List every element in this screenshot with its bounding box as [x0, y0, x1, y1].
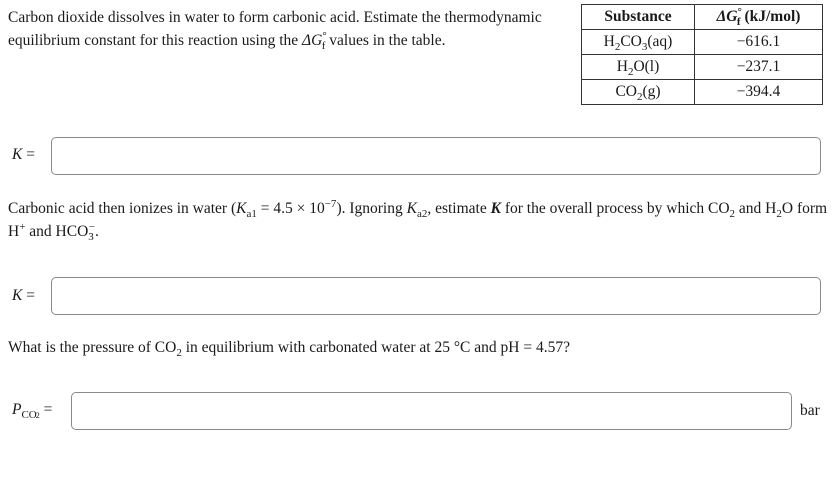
- delta-g-cell: −394.4: [695, 80, 823, 105]
- delta-g-cell: −237.1: [695, 55, 823, 80]
- unit-bar-label: bar: [800, 402, 820, 419]
- pco2-label: $P_{CO2}$ =: [12, 401, 53, 422]
- pco2-input[interactable]: [72, 393, 791, 429]
- table-body: [582, 30, 823, 105]
- delta-g-cell: −616.1: [695, 30, 823, 55]
- k-label-1: K =: [12, 146, 35, 163]
- k-answer-field-2[interactable]: [51, 277, 821, 315]
- question-2-text: Carbonic acid then ionizes in water $(K_{a1} = 4.5 \times 10^{-7})$. Ignoring $K_{a2}$, estimate K for the overall process by which $CO_2$ and $H_2O$ form H+ and $HCO_3^-$.: [8, 197, 828, 244]
- delta-g-symbol: ΔG: [302, 32, 323, 49]
- question-3-text: What is the pressure of $CO_2$ in equilibrium with carbonated water at 25 °C and pH = 4.57?: [8, 339, 570, 360]
- table-row: [582, 55, 823, 80]
- substance-cell: $H_2O(l)$: [582, 55, 695, 80]
- table-row: [582, 80, 823, 105]
- substance-cell: $H_2CO_3(aq)$: [582, 30, 695, 55]
- k-label-2: K =: [12, 287, 35, 304]
- k-input-1[interactable]: [52, 138, 820, 174]
- header-delta-g: $\Delta G^\circ_f$ (kJ/mol): [695, 5, 823, 30]
- k-input-2[interactable]: [52, 278, 820, 314]
- table-row: [582, 30, 823, 55]
- thermo-data-table: [581, 4, 823, 105]
- pco2-answer-field[interactable]: [71, 392, 792, 430]
- substance-cell: $CO_2(g)$: [582, 80, 695, 105]
- k-answer-field-1[interactable]: [51, 137, 821, 175]
- header-substance: Substance: [582, 5, 695, 30]
- table-header-row: [582, 5, 823, 30]
- question-1-text: Carbon dioxide dissolves in water to form carbonic acid. Estimate the thermodynamic equilibrium constant for this reaction using the $\Delta G^\circ_f$ values in the table.: [8, 9, 542, 53]
